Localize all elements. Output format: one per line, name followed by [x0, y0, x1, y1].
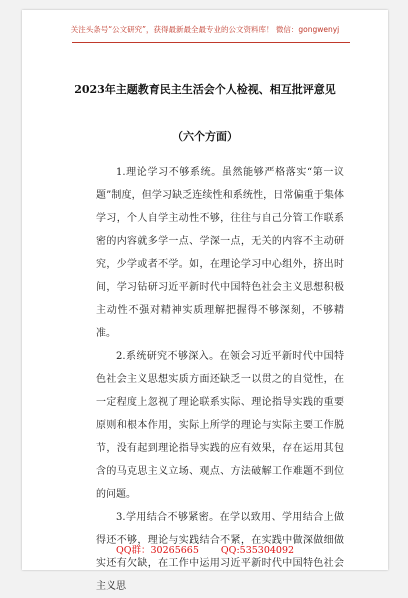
document-body — [96, 161, 344, 598]
paragraph-2: 2.系统研究不够深入。在领会习近平新时代中国特色社会主义思想实质方面还缺乏一以贯之的自觉性，在一定程度上忽视了理论联系实际、理论指导实践的重要原则和根本作用，实际上所学的理论与实际主要工作脱节，没有起到理论指导实践的应有效果，存在运用其包含的马克思主义立场、观点、方法破解工作难题不到位的问题。 — [96, 351, 344, 500]
header-divider — [72, 42, 350, 43]
footer-qq-group: QQ群：30265665 — [115, 545, 199, 556]
header-banner: 关注头条号“公文研究”，获得最新最全最专业的公文资料库！ 微信：gongwenyj — [70, 25, 340, 34]
footer-contact — [22, 542, 388, 556]
footer-qq-number: QQ:535304092 — [220, 545, 295, 556]
paragraph-1: 1.理论学习不够系统。虽然能够严格落实“第一议题”制度，但学习缺乏连续性和系统性，日常偏重于集体学习，个人自学主动性不够，往往与自己分管工作联系密的内容就多学一点、学深一点，无关的内容不主动研究，少学或者不学。如，在理论学习中心组外，挤出时间，学习钻研习近平新时代中国特色社会主义思想积极主动性不强对精神实质理解把握得不够深刻，不够精准。 — [96, 167, 344, 339]
document-subtitle: （六个方面） — [172, 130, 238, 143]
paragraph-3: 3.学用结合不够紧密。在学以致用、学用结合上做得还不够，理论与实践结合不紧，在实践中做深做细做实还有欠缺，在工作中运用习近平新时代中国特色社会主义思 — [96, 512, 344, 592]
document-title: 2023年主题教育民主生活会个人检视、相互批评意见 — [74, 83, 336, 96]
document-page — [22, 10, 388, 592]
